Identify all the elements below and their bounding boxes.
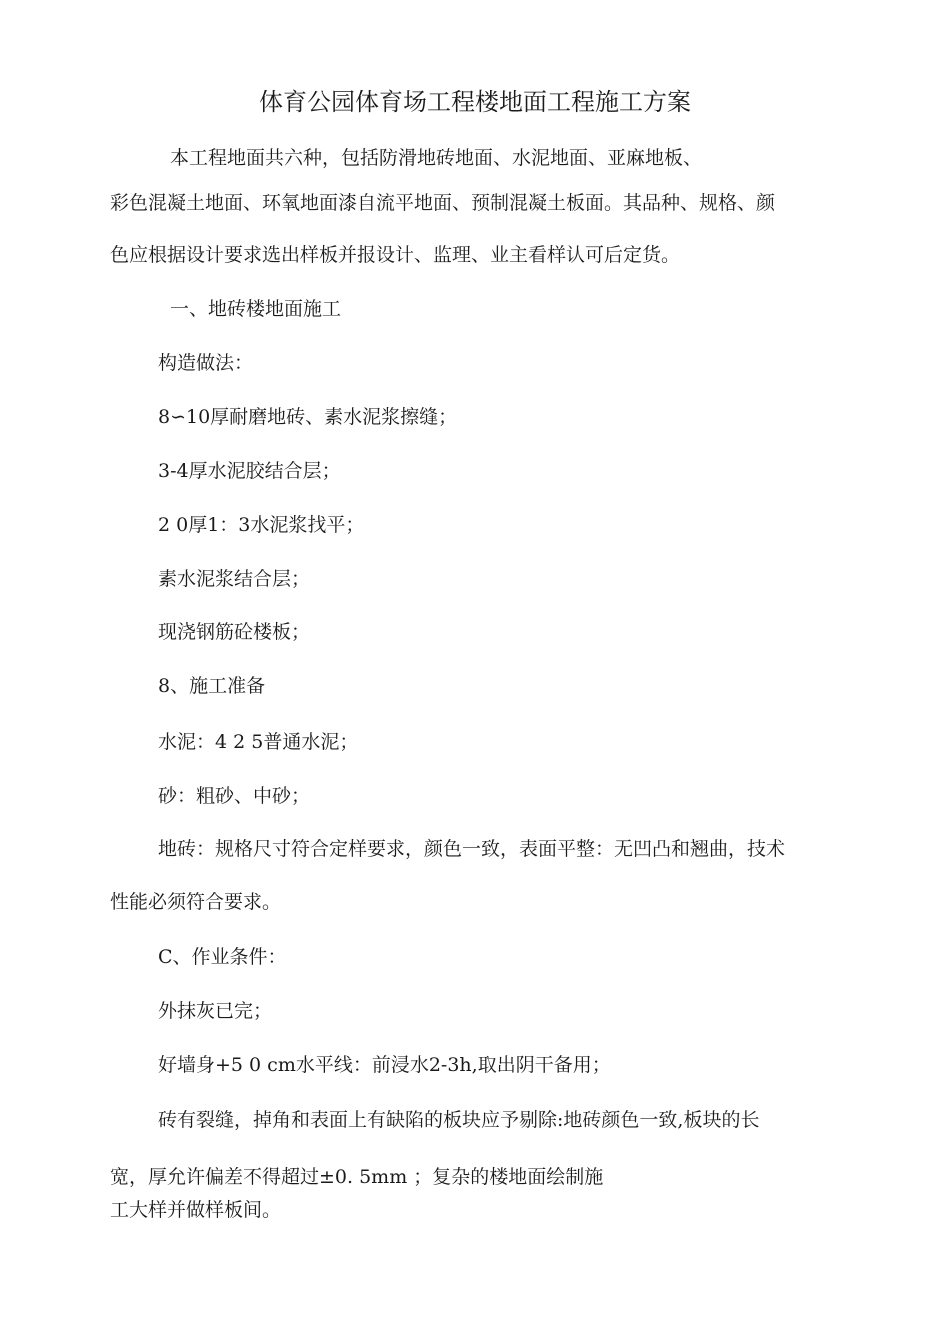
defects-line-2: 宽，厚允许偏差不得超过±0. 5mm ；复杂的楼地面绘制施 <box>110 1166 604 1188</box>
document-title: 体育公园体育场工程楼地面工程施工方案 <box>259 88 691 116</box>
layer-item-5: 现浇钢筋砼楼板； <box>158 621 311 643</box>
tile-req-line-2: 性能必须符合要求。 <box>110 891 282 913</box>
construction-label: 构造做法： <box>158 352 254 374</box>
intro-line-1: 本工程地面共六种，包括防滑地砖地面、水泥地面、亚麻地板、 <box>170 147 703 169</box>
defects-line-1: 砖有裂缝，掉角和表面上有缺陷的板块应予剔除:地砖颜色一致,板块的长 <box>158 1109 760 1131</box>
section-heading: 一、地砖楼地面施工 <box>170 298 342 320</box>
condition-item-1: 外抹灰已完； <box>158 1000 273 1022</box>
intro-line-2: 彩色混凝土地面、环氧地面漆自流平地面、预制混凝土板面。其品种、规格、颜 <box>110 192 776 214</box>
intro-line-3: 色应根据设计要求选出样板并报设计、监理、业主看样认可后定货。 <box>110 244 681 266</box>
layer-item-4: 素水泥浆结合层； <box>158 568 311 590</box>
material-cement: 水泥：4 2 5普通水泥； <box>158 731 359 753</box>
condition-item-2: 好墙身+5 0 cm水平线：前浸水2-3h,取出阴干备用； <box>158 1054 611 1076</box>
conditions-heading: C、作业条件： <box>158 946 287 968</box>
defects-line-3: 工大样并做样板间。 <box>110 1199 282 1221</box>
prep-heading: 8、施工准备 <box>158 675 266 697</box>
tile-req-line-1: 地砖：规格尺寸符合定样要求，颜色一致，表面平整：无凹凸和翘曲，技术 <box>158 838 786 860</box>
material-sand: 砂：粗砂、中砂； <box>158 785 311 807</box>
layer-item-1: 8∽10厚耐磨地砖、素水泥浆擦缝； <box>158 406 458 428</box>
layer-item-3: 2 0厚1：3水泥浆找平； <box>158 514 365 536</box>
layer-item-2: 3-4厚水泥胶结合层； <box>158 460 341 482</box>
